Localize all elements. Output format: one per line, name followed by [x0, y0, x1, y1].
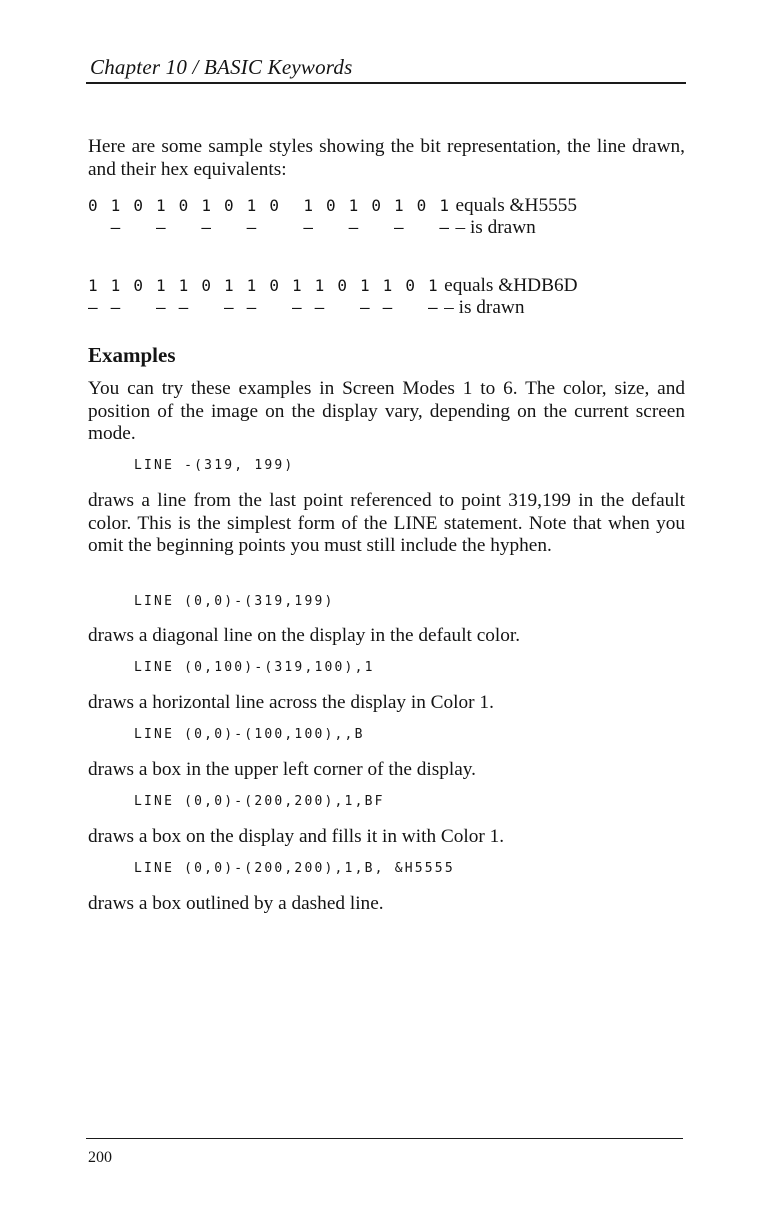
code-line: LINE (0,0)-(200,200),1,BF [134, 794, 385, 809]
header-rule [86, 82, 686, 84]
style-1-drawn-row: – – – – – – – – – is drawn [88, 217, 536, 238]
footer-rule [86, 1138, 683, 1139]
examples-intro: You can try these examples in Screen Modes 1 to 6. The color, size, and position of the image on the display vary, depending on the current screen mode. [88, 378, 685, 444]
style-1-dashes: – – – – – – – – [88, 218, 451, 237]
style-1-equals: equals &H5555 [455, 195, 578, 216]
style-2-equals: equals &HDB6D [444, 275, 578, 296]
style-1-drawn: is drawn [469, 217, 536, 238]
page-number: 200 [88, 1149, 112, 1166]
style-2-drawn: is drawn [458, 297, 525, 318]
example-description: draws a box in the upper left corner of the display. [88, 759, 476, 780]
style-2-bits-row [88, 275, 578, 297]
example-description: draws a diagonal line on the display in the default color. [88, 625, 521, 646]
chapter-header: Chapter 10 / BASIC Keywords [90, 55, 353, 79]
code-line: LINE -(319, 199) [134, 458, 295, 473]
code-line: LINE (0,100)-(319,100),1 [134, 660, 375, 675]
example-description: draws a box outlined by a dashed line. [88, 893, 384, 914]
style-2-dashes: – – – – – – – – – – – [88, 298, 440, 317]
style-2-drawn-row: – – – – – – – – – – – – is drawn [88, 297, 525, 318]
code-line: LINE (0,0)-(200,200),1,B, &H5555 [134, 861, 455, 876]
examples-heading: Examples [88, 343, 176, 367]
intro-paragraph: Here are some sample styles showing the bit representation, the line drawn, and their hex equivalents: [88, 136, 685, 180]
example-description: draws a horizontal line across the display in Color 1. [88, 692, 494, 713]
style-1-bits-row [88, 195, 577, 217]
code-line: LINE (0,0)-(319,199) [134, 594, 335, 609]
style-2-bits: 1 1 0 1 1 0 1 1 0 1 1 0 1 1 0 1 [88, 276, 440, 295]
code-line: LINE (0,0)-(100,100),,B [134, 727, 365, 742]
example-description: draws a line from the last point referenced to point 319,199 in the default color. This is the simplest form of the LINE statement. Note that when you omit the beginning points you must still include the hyphen. [88, 490, 685, 556]
style-1-bits: 0 1 0 1 0 1 0 1 0 1 0 1 0 1 0 1 [88, 196, 451, 215]
example-description: draws a box on the display and fills it in with Color 1. [88, 826, 505, 847]
